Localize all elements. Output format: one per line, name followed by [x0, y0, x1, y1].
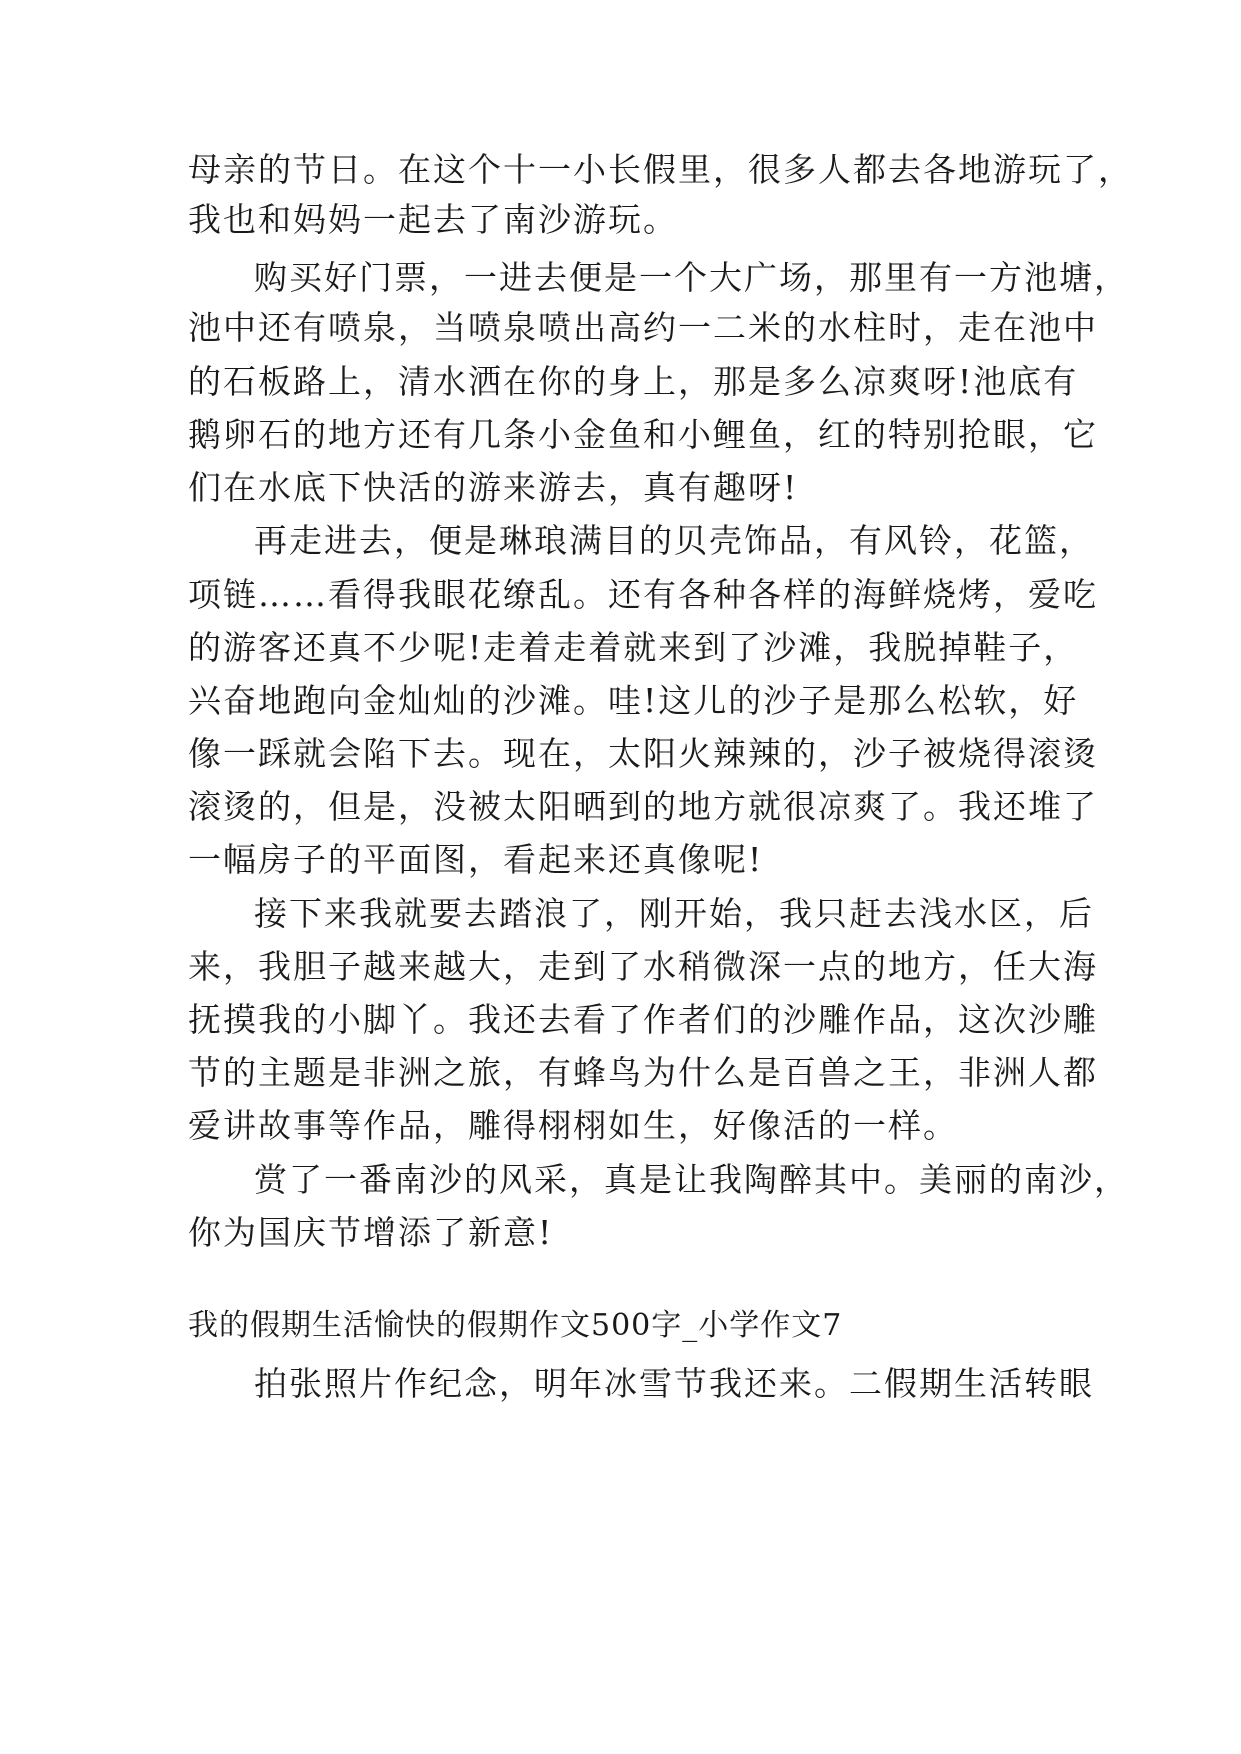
paragraph-5-line-1: 赏了一番南沙的风采，真是让我陶醉其中。美丽的南沙， — [254, 1160, 1129, 1199]
paragraph-3-line-6: 滚烫的，但是，没被太阳晒到的地方就很凉爽了。我还堆了 — [188, 787, 1098, 826]
paragraph-3-line-3: 的游客还真不少呢!走着走着就来到了沙滩，我脱掉鞋子， — [188, 628, 1079, 667]
paragraph-2-line-2: 池中还有喷泉，当喷泉喷出高约一二米的水柱时，走在池中 — [188, 308, 1098, 347]
paragraph-4-line-5: 爱讲故事等作品，雕得栩栩如生，好像活的一样。 — [188, 1106, 958, 1145]
paragraph-3-line-7: 一幅房子的平面图，看起来还真像呢! — [188, 840, 764, 879]
paragraph-4-line-4: 节的主题是非洲之旅，有蜂鸟为什么是百兽之王，非洲人都 — [188, 1053, 1098, 1092]
paragraph-2-line-4: 鹅卵石的地方还有几条小金鱼和小鲤鱼，红的特别抢眼，它 — [188, 415, 1098, 454]
paragraph-3-line-4: 兴奋地跑向金灿灿的沙滩。哇!这儿的沙子是那么松软，好 — [188, 681, 1079, 720]
paragraph-4-line-1: 接下来我就要去踏浪了，刚开始，我只赶去浅水区，后 — [254, 894, 1094, 933]
paragraph-3-line-2: 项链……看得我眼花缭乱。还有各种各样的海鲜烧烤，爱吃 — [188, 575, 1098, 614]
paragraph-3-line-1: 再走进去，便是琳琅满目的贝壳饰品，有风铃，花篮， — [254, 521, 1094, 560]
paragraph-1-line-1: 母亲的节日。在这个十一小长假里，很多人都去各地游玩了， — [188, 150, 1133, 189]
paragraph-5-line-2: 你为国庆节增添了新意! — [188, 1213, 554, 1252]
paragraph-6-line-1: 拍张照片作纪念，明年冰雪节我还来。二假期生活转眼 — [254, 1364, 1094, 1403]
paragraph-2-line-1: 购买好门票，一进去便是一个大广场，那里有一方池塘， — [254, 258, 1129, 297]
paragraph-4-line-3: 抚摸我的小脚丫。我还去看了作者们的沙雕作品，这次沙雕 — [188, 1000, 1098, 1039]
paragraph-4-line-2: 来，我胆子越来越大，走到了水稍微深一点的地方，任大海 — [188, 947, 1098, 986]
paragraph-2-line-5: 们在水底下快活的游来游去，真有趣呀! — [188, 468, 799, 507]
paragraph-1-line-2: 我也和妈妈一起去了南沙游玩。 — [188, 200, 678, 239]
section-heading: 我的假期生活愉快的假期作文500字_小学作文7 — [188, 1308, 843, 1343]
paragraph-3-line-5: 像一踩就会陷下去。现在，太阳火辣辣的，沙子被烧得滚烫 — [188, 734, 1098, 773]
paragraph-2-line-3: 的石板路上，清水洒在你的身上，那是多么凉爽呀!池底有 — [188, 362, 1079, 401]
